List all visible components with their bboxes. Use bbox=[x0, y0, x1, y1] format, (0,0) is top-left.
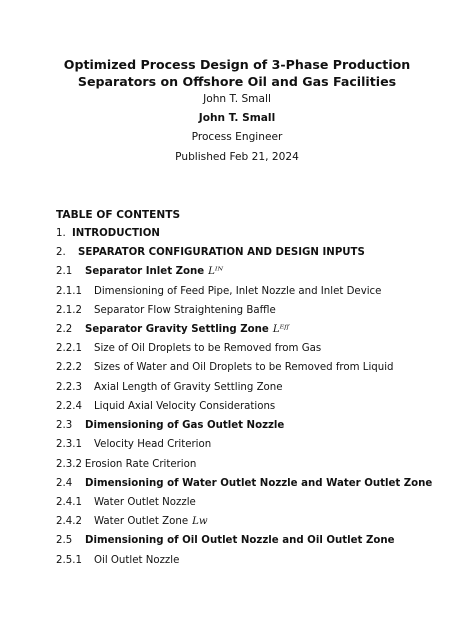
toc-number: 2.4 bbox=[56, 478, 73, 489]
toc-number: 2.2 bbox=[56, 324, 73, 335]
toc-title: Separator Flow Straightening Baffle bbox=[94, 305, 276, 316]
toc-number: 2.1.1 bbox=[56, 286, 82, 297]
toc-title: Dimensioning of Feed Pipe, Inlet Nozzle and Inlet Device bbox=[94, 286, 382, 297]
toc-number: 1. bbox=[56, 228, 66, 239]
toc-title: Sizes of Water and Oil Droplets to be Removed from Liquid bbox=[94, 362, 394, 373]
publish-date: Published Feb 21, 2024 bbox=[175, 151, 299, 163]
toc-title: Erosion Rate Criterion bbox=[84, 459, 197, 470]
toc-number: 2.2.2 bbox=[56, 362, 82, 373]
toc-number: 2.5.1 bbox=[56, 555, 82, 566]
toc-title: Axial Length of Gravity Settling Zone bbox=[94, 382, 283, 393]
toc-title: Water Outlet Nozzle bbox=[94, 497, 196, 508]
toc-number: 2.1 bbox=[56, 266, 73, 277]
toc-heading: TABLE OF CONTENTS bbox=[56, 209, 181, 221]
toc-title: INTRODUCTION bbox=[72, 228, 160, 239]
toc-symbol: Lᴱᶠᶠ bbox=[272, 324, 290, 335]
toc-title: Dimensioning of Oil Outlet Nozzle and Oil Outlet Zone bbox=[85, 535, 395, 546]
toc-title: Dimensioning of Gas Outlet Nozzle bbox=[85, 420, 285, 431]
document-title: Optimized Process Design of 3-Phase Production Separators on Offshore Oil and Gas Facilities bbox=[63, 57, 411, 89]
toc-item-2-3-2[interactable] bbox=[56, 458, 196, 472]
toc-number: 2.3.1 bbox=[56, 439, 82, 450]
toc-number: 2.2.3 bbox=[56, 382, 82, 393]
toc-number: 2.3.2 bbox=[56, 459, 82, 470]
author-role: Process Engineer bbox=[191, 131, 283, 143]
toc-title: Separator Inlet Zone bbox=[85, 266, 205, 277]
toc-number: 2.2.4 bbox=[56, 401, 82, 412]
toc-number: 2.4.2 bbox=[56, 516, 82, 527]
toc-title: Size of Oil Droplets to be Removed from Gas bbox=[94, 343, 322, 354]
toc-title: SEPARATOR CONFIGURATION AND DESIGN INPUTS bbox=[78, 247, 365, 258]
toc-number: 2.3 bbox=[56, 420, 73, 431]
author-name[interactable]: John T. Small bbox=[203, 93, 271, 105]
toc-title: Velocity Head Criterion bbox=[94, 439, 212, 450]
toc-number: 2. bbox=[56, 247, 66, 258]
toc-title: Oil Outlet Nozzle bbox=[94, 555, 180, 566]
toc-number: 2.5 bbox=[56, 535, 73, 546]
toc-symbol: Lᴵᴺ bbox=[208, 266, 224, 277]
toc-number: 2.1.2 bbox=[56, 305, 82, 316]
toc-title: Separator Gravity Settling Zone bbox=[85, 324, 269, 335]
author-name-bold[interactable]: John T. Small bbox=[198, 112, 276, 124]
toc-title: Dimensioning of Water Outlet Nozzle and Water Outlet Zone bbox=[85, 478, 433, 489]
toc-symbol: Lw bbox=[192, 516, 208, 527]
toc-number: 2.4.1 bbox=[56, 497, 82, 508]
toc-title: Water Outlet Zone bbox=[94, 516, 189, 527]
toc-title: Liquid Axial Velocity Considerations bbox=[94, 401, 276, 412]
toc-number: 2.2.1 bbox=[56, 343, 82, 354]
